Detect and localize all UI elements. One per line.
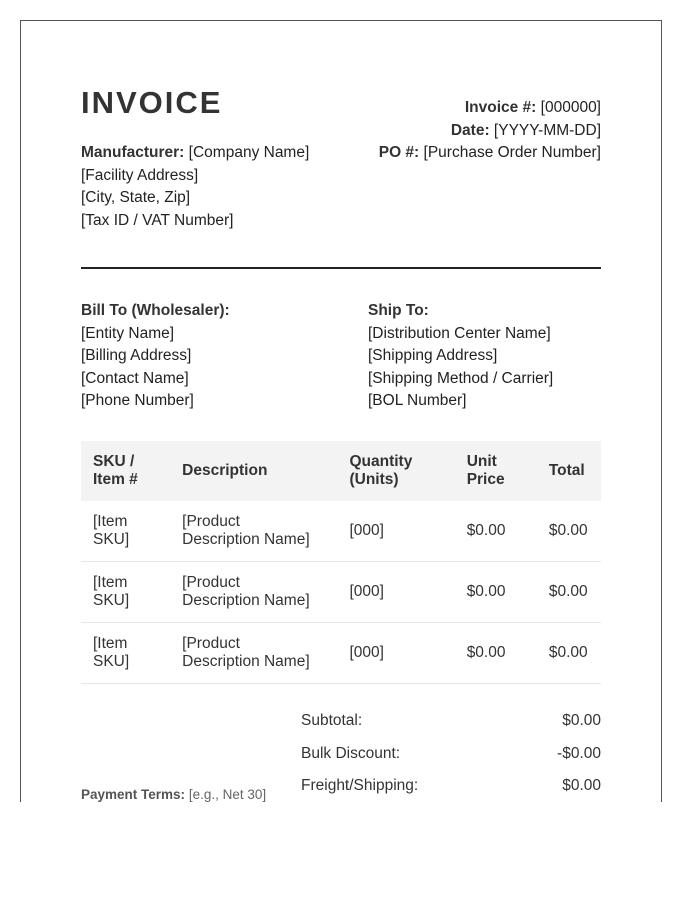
table-row bbox=[81, 623, 601, 684]
item-desc-line2: Description Name] bbox=[182, 653, 310, 670]
item-sku-line2: SKU] bbox=[93, 531, 130, 548]
manufacturer-city: [City, State, Zip] bbox=[81, 189, 191, 206]
discount-row bbox=[301, 743, 601, 776]
item-desc-line2: Description Name] bbox=[182, 531, 310, 548]
manufacturer-tax-id: [Tax ID / VAT Number] bbox=[81, 211, 234, 229]
table-row bbox=[81, 501, 601, 562]
invoice-number-line bbox=[379, 97, 601, 120]
subtotal-value: $0.00 bbox=[562, 712, 601, 729]
line-items-table bbox=[81, 441, 601, 684]
subtotal-row bbox=[301, 710, 601, 743]
manufacturer-name: [Company Name] bbox=[188, 144, 310, 161]
item-desc-line1: [Product bbox=[182, 513, 240, 530]
manufacturer-name-line bbox=[81, 142, 309, 165]
header-price-line1: Unit bbox=[466, 453, 497, 470]
item-sku-line2: SKU] bbox=[93, 653, 130, 670]
item-desc-line2: Description Name] bbox=[182, 592, 310, 609]
bill-to-contact: [Contact Name] bbox=[81, 369, 189, 387]
item-sku bbox=[81, 562, 170, 623]
item-total: $0.00 bbox=[537, 623, 601, 684]
subtotal-label: Subtotal: bbox=[301, 712, 363, 729]
manufacturer-address: [Facility Address] bbox=[81, 166, 199, 184]
bill-to-block bbox=[81, 300, 230, 413]
invoice-page bbox=[20, 20, 662, 802]
freight-label: Freight/Shipping: bbox=[301, 777, 419, 794]
po-number-line bbox=[379, 142, 601, 165]
invoice-date-label: Date: bbox=[450, 121, 490, 139]
header-sku-line2: Item # bbox=[93, 471, 138, 488]
ship-to-block bbox=[368, 300, 553, 413]
item-unit-price: $0.00 bbox=[455, 501, 537, 562]
table-row bbox=[81, 562, 601, 623]
payment-terms-label: Payment Terms: bbox=[81, 787, 186, 802]
item-sku-line1: [Item bbox=[93, 513, 128, 530]
item-description bbox=[170, 562, 337, 623]
invoice-date-line bbox=[379, 120, 601, 143]
header-quantity-line1: Quantity bbox=[349, 453, 413, 470]
payment-terms-value: [e.g., Net 30] bbox=[188, 787, 267, 802]
item-description bbox=[170, 623, 337, 684]
invoice-number-value: [000000] bbox=[540, 99, 601, 116]
ship-to-center: [Distribution Center Name] bbox=[368, 324, 551, 342]
item-total: $0.00 bbox=[537, 562, 601, 623]
invoice-title: INVOICE bbox=[81, 85, 223, 120]
ship-to-method: [Shipping Method / Carrier] bbox=[368, 369, 554, 387]
item-desc-line1: [Product bbox=[182, 635, 240, 652]
discount-label: Bulk Discount: bbox=[301, 744, 401, 762]
invoice-number-label: Invoice #: bbox=[464, 99, 537, 116]
ship-to-heading: Ship To: bbox=[368, 302, 429, 319]
item-unit-price: $0.00 bbox=[455, 562, 537, 623]
item-unit-price: $0.00 bbox=[455, 623, 537, 684]
item-sku bbox=[81, 623, 170, 684]
header-divider bbox=[81, 267, 601, 269]
header-description: Description bbox=[170, 441, 337, 501]
header-sku bbox=[81, 441, 170, 501]
header-quantity-line2: (Units) bbox=[349, 471, 399, 488]
item-sku-line1: [Item bbox=[93, 635, 128, 652]
invoice-date-value: [YYYY-MM-DD] bbox=[493, 121, 601, 139]
ship-to-address: [Shipping Address] bbox=[368, 347, 498, 364]
item-quantity: [000] bbox=[337, 501, 454, 562]
item-quantity: [000] bbox=[337, 623, 454, 684]
item-sku-line2: SKU] bbox=[93, 592, 130, 609]
bill-to-heading: Bill To (Wholesaler): bbox=[81, 302, 230, 319]
item-total: $0.00 bbox=[537, 501, 601, 562]
item-sku bbox=[81, 501, 170, 562]
header-quantity bbox=[337, 441, 454, 501]
manufacturer-label: Manufacturer: bbox=[81, 144, 185, 161]
manufacturer-block bbox=[81, 142, 309, 232]
discount-value: -$0.00 bbox=[557, 744, 601, 762]
totals-block bbox=[301, 710, 601, 802]
bill-to-address: [Billing Address] bbox=[81, 347, 192, 364]
item-desc-line1: [Product bbox=[182, 574, 240, 591]
item-description bbox=[170, 501, 337, 562]
item-sku-line1: [Item bbox=[93, 574, 128, 591]
freight-row bbox=[301, 775, 601, 802]
header-sku-line1: SKU / bbox=[93, 453, 135, 470]
po-number-value: [Purchase Order Number] bbox=[423, 144, 601, 161]
bill-to-entity: [Entity Name] bbox=[81, 324, 175, 342]
header-total: Total bbox=[537, 441, 601, 501]
bill-to-phone: [Phone Number] bbox=[81, 392, 194, 409]
ship-to-bol: [BOL Number] bbox=[368, 392, 467, 409]
freight-value: $0.00 bbox=[562, 777, 601, 794]
table-header-row bbox=[81, 441, 601, 501]
item-quantity: [000] bbox=[337, 562, 454, 623]
header-price-line2: Price bbox=[466, 471, 505, 488]
payment-terms bbox=[81, 787, 266, 802]
header-unit-price bbox=[455, 441, 537, 501]
po-number-label: PO #: bbox=[378, 144, 420, 161]
invoice-meta bbox=[379, 97, 601, 165]
